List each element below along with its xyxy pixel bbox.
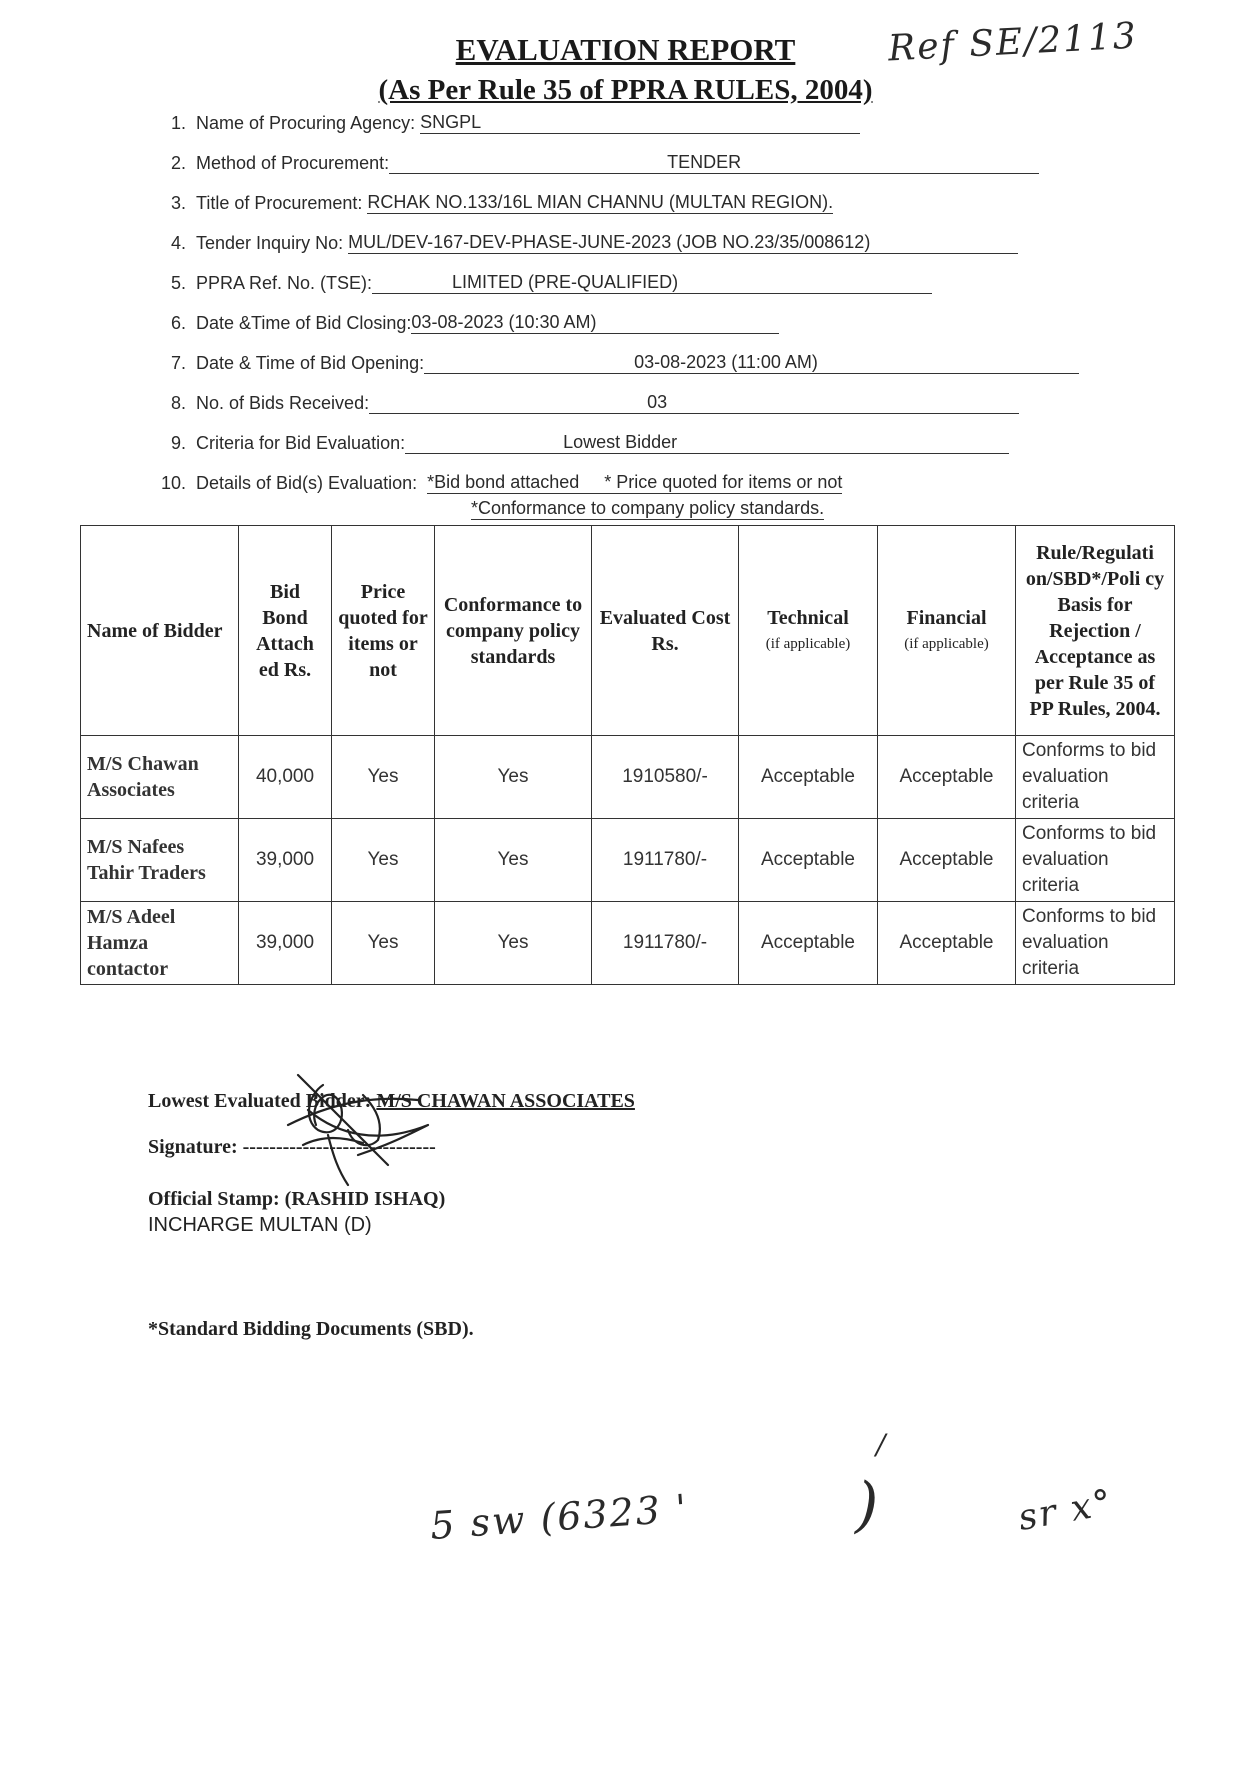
signature-dashes: ----------------------------- bbox=[242, 1136, 436, 1158]
handwritten-signature bbox=[268, 1065, 468, 1195]
bidder-name: M/S Chawan Associates bbox=[81, 736, 239, 819]
field-value: *Bid bond attached * Price quoted for items or not bbox=[427, 472, 843, 492]
header-financial-note: (if applicable) bbox=[904, 635, 989, 652]
financial-status: Acceptable bbox=[878, 736, 1016, 819]
field-number: 5. bbox=[170, 273, 186, 293]
bidder-name: M/S Nafees Tahir Traders bbox=[81, 819, 239, 902]
field-label: Name of Procuring Agency: bbox=[196, 113, 416, 133]
table-header-row bbox=[81, 526, 1175, 736]
field-label: Details of Bid(s) Evaluation: bbox=[196, 473, 418, 493]
field-value: 03 bbox=[369, 392, 1019, 414]
conformance: Yes bbox=[435, 902, 592, 985]
table-row bbox=[81, 736, 1175, 819]
price-quoted: Yes bbox=[332, 736, 435, 819]
handwritten-bottom-note: 5 sw (6323 ' bbox=[428, 1486, 690, 1548]
field-number: 4. bbox=[170, 233, 186, 253]
field-number: 10. bbox=[160, 473, 186, 493]
handwritten-stroke: ) bbox=[855, 1470, 881, 1540]
report-subtitle: (As Per Rule 35 of PPRA RULES, 2004) bbox=[378, 74, 873, 106]
field-title bbox=[146, 192, 833, 214]
official-stamp-label: Official Stamp: bbox=[148, 1188, 280, 1210]
field-bid-opening bbox=[146, 352, 1079, 374]
field-label: Title of Procurement: bbox=[196, 193, 363, 213]
field-value: Lowest Bidder bbox=[405, 432, 1009, 454]
field-label: Date &Time of Bid Closing: bbox=[196, 313, 412, 333]
price-quoted: Yes bbox=[332, 902, 435, 985]
field-number: 2. bbox=[170, 153, 186, 173]
header-technical bbox=[739, 526, 878, 736]
header-rule-basis: Rule/Regulati on/SBD*/Poli cy Basis for Rejection / Acceptance as per Rule 35 of PP Rules, 2004. bbox=[1016, 526, 1175, 736]
technical-status: Acceptable bbox=[739, 736, 878, 819]
header-price-quoted: Price quoted for items or not bbox=[332, 526, 435, 736]
field-value: 03-08-2023 (10:30 AM) bbox=[411, 312, 779, 334]
handwritten-ref-note: Ref SE/2113 bbox=[887, 15, 1139, 70]
official-stamp-name: (RASHID ISHAQ) bbox=[284, 1188, 446, 1210]
bid-bond-amount: 39,000 bbox=[239, 819, 332, 902]
field-evaluation-details bbox=[146, 472, 842, 494]
field-label: No. of Bids Received: bbox=[196, 393, 370, 413]
field-value: RCHAK NO.133/16L MIAN CHANNU (MULTAN REGION). bbox=[367, 192, 834, 212]
field-evaluation-details-cont bbox=[471, 498, 824, 520]
header-financial bbox=[878, 526, 1016, 736]
rule-basis: Conforms to bid evaluation criteria bbox=[1016, 819, 1175, 902]
technical-status: Acceptable bbox=[739, 902, 878, 985]
field-ppra-ref bbox=[146, 272, 932, 294]
field-tender-inquiry bbox=[146, 232, 1018, 254]
conformance: Yes bbox=[435, 736, 592, 819]
field-number: 6. bbox=[170, 313, 186, 333]
technical-status: Acceptable bbox=[739, 819, 878, 902]
field-number: 7. bbox=[170, 353, 186, 373]
evaluated-cost: 1910580/- bbox=[592, 736, 739, 819]
field-value: LIMITED (PRE-QUALIFIED) bbox=[372, 272, 932, 294]
handwritten-initials: sr x° bbox=[1015, 1482, 1117, 1539]
header-bidder-name: Name of Bidder bbox=[81, 526, 239, 736]
field-label: Method of Procurement: bbox=[196, 153, 390, 173]
footnote-sbd: *Standard Bidding Documents (SBD). bbox=[148, 1318, 474, 1340]
field-value: *Conformance to company policy standards. bbox=[471, 498, 825, 518]
field-number: 8. bbox=[170, 393, 186, 413]
field-number: 9. bbox=[170, 433, 186, 453]
field-number: 1. bbox=[170, 113, 186, 133]
field-value: 03-08-2023 (11:00 AM) bbox=[424, 352, 1079, 374]
price-quoted: Yes bbox=[332, 819, 435, 902]
header-evaluated-cost: Evaluated Cost Rs. bbox=[592, 526, 739, 736]
official-designation: INCHARGE MULTAN (D) bbox=[148, 1214, 372, 1236]
field-label: Criteria for Bid Evaluation: bbox=[196, 433, 406, 453]
table-row bbox=[81, 819, 1175, 902]
field-label: Date & Time of Bid Opening: bbox=[196, 353, 425, 373]
table-row bbox=[81, 902, 1175, 985]
report-title: EVALUATION REPORT bbox=[455, 32, 796, 67]
field-criteria bbox=[146, 432, 1009, 454]
financial-status: Acceptable bbox=[878, 902, 1016, 985]
conformance: Yes bbox=[435, 819, 592, 902]
rule-basis: Conforms to bid evaluation criteria bbox=[1016, 902, 1175, 985]
field-number: 3. bbox=[170, 193, 186, 213]
field-label: Tender Inquiry No: bbox=[196, 233, 344, 253]
field-value: TENDER bbox=[389, 152, 1039, 174]
evaluated-cost: 1911780/- bbox=[592, 902, 739, 985]
rule-basis: Conforms to bid evaluation criteria bbox=[1016, 736, 1175, 819]
handwritten-tick: / bbox=[876, 1428, 888, 1461]
financial-status: Acceptable bbox=[878, 819, 1016, 902]
field-bids-received bbox=[146, 392, 1019, 414]
lowest-bidder-value: M/S CHAWAN ASSOCIATES bbox=[376, 1090, 635, 1112]
field-label: PPRA Ref. No. (TSE): bbox=[196, 273, 373, 293]
header-financial-label: Financial bbox=[906, 606, 987, 629]
bid-bond-amount: 40,000 bbox=[239, 736, 332, 819]
header-conformance: Conformance to company policy standards bbox=[435, 526, 592, 736]
bid-bond-amount: 39,000 bbox=[239, 902, 332, 985]
lowest-bidder-label: Lowest Evaluated Bidder: bbox=[148, 1090, 372, 1112]
field-value: SNGPL bbox=[420, 112, 860, 134]
bid-evaluation-table bbox=[80, 525, 1175, 985]
field-method bbox=[146, 152, 1039, 174]
header-technical-label: Technical bbox=[767, 606, 849, 629]
signature-label: Signature: bbox=[148, 1136, 238, 1158]
header-bid-bond: Bid Bond Attach ed Rs. bbox=[239, 526, 332, 736]
evaluated-cost: 1911780/- bbox=[592, 819, 739, 902]
field-value: MUL/DEV-167-DEV-PHASE-JUNE-2023 (JOB NO.23/35/008612) bbox=[348, 232, 1018, 254]
field-procuring-agency bbox=[146, 112, 860, 134]
field-bid-closing bbox=[146, 312, 779, 334]
bidder-name: M/S Adeel Hamza contactor bbox=[81, 902, 239, 985]
header-technical-note: (if applicable) bbox=[765, 635, 851, 652]
